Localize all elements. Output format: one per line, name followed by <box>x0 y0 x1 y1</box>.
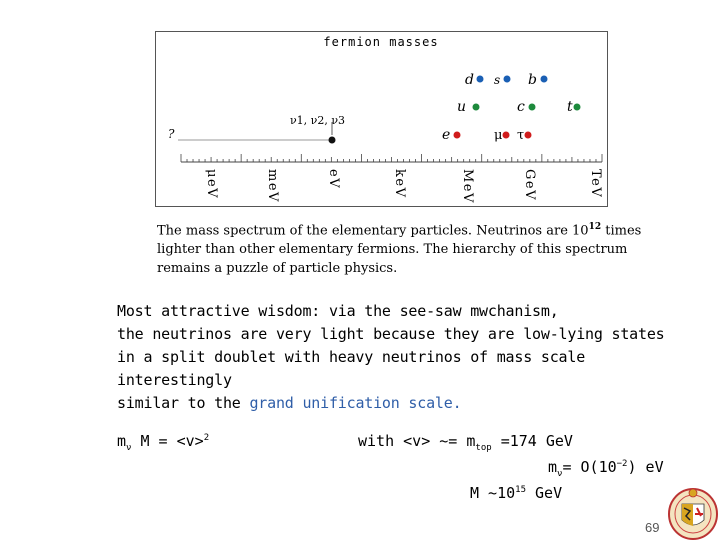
eq-nu-sub: ν <box>126 443 132 453</box>
eq-with-rest: =174 GeV <box>491 432 573 450</box>
fermion-mass-figure <box>155 31 608 207</box>
label-mu: μ <box>494 128 503 143</box>
label-b: b <box>528 72 537 88</box>
figure-title: fermion masses <box>323 35 439 49</box>
label-s: s <box>494 73 501 87</box>
label-unknown: ? <box>168 127 175 141</box>
seesaw-equation <box>117 432 209 453</box>
eq-exp: 2 <box>203 433 210 443</box>
dot-c <box>529 104 536 111</box>
label-t: t <box>567 99 573 115</box>
gut-scale-term: grand unification scale. <box>249 394 462 412</box>
label-neutrinos: ν1, ν2, ν3 <box>290 114 346 127</box>
eq-top-sub: top <box>475 443 492 453</box>
caption-exponent: 12 <box>588 222 602 232</box>
page-number: 69 <box>645 520 660 535</box>
eq-mnu-rest: = O(10 <box>562 458 617 476</box>
eq-mnu: m <box>548 458 558 476</box>
eq-M-exp: 15 <box>515 485 526 495</box>
label-d: d <box>465 72 474 88</box>
eq-m: m <box>117 432 127 450</box>
label-c: c <box>517 99 525 115</box>
mass-scale-labels <box>204 169 603 204</box>
body-line-2: the neutrinos are very light because they are low-lying states <box>117 325 665 343</box>
dot-neutrino <box>329 137 336 144</box>
label-u: u <box>457 99 467 115</box>
heavy-mass-equation <box>470 484 562 502</box>
figure-caption <box>157 218 657 278</box>
scale-label: TeV <box>588 169 603 199</box>
scale-label: MeV <box>460 169 475 204</box>
dot-b <box>541 76 548 83</box>
eq-M-end: GeV <box>526 484 563 502</box>
mass-axis <box>181 154 602 162</box>
eq-mnu-end: ) eV <box>627 458 664 476</box>
body-line-4 <box>117 392 697 415</box>
eq-M: M ~10 <box>470 484 516 502</box>
scale-label: keV <box>392 169 407 199</box>
dot-s <box>504 76 511 83</box>
eq-mnu-sub: ν <box>557 469 563 479</box>
scale-label: meV <box>265 169 280 203</box>
dot-tau <box>525 132 532 139</box>
dot-mu <box>503 132 510 139</box>
eq-mnu-exp: −2 <box>616 459 628 469</box>
dot-d <box>477 76 484 83</box>
scale-label: GeV <box>522 169 537 201</box>
body-paragraph <box>117 300 697 415</box>
scale-label: μeV <box>204 169 219 200</box>
neutrino-mass-equation <box>548 458 664 479</box>
dot-e <box>454 132 461 139</box>
university-seal-logo <box>668 484 718 540</box>
dot-u <box>473 104 480 111</box>
eq-with: with <v> ~= m <box>358 432 476 450</box>
body-line-3: in a split doublet with heavy neutrinos of mass scale interestingly <box>117 348 586 389</box>
body-line-1: Most attractive wisdom: via the see-saw mwchanism, <box>117 302 559 320</box>
caption-text-1: The mass spectrum of the elementary particles. Neutrinos are 10 <box>157 223 589 239</box>
label-e: e <box>442 127 451 143</box>
label-tau: τ <box>517 128 525 143</box>
vev-equation <box>358 432 573 453</box>
scale-label: eV <box>326 169 341 190</box>
eq-rest: M = <v> <box>131 432 204 450</box>
body-line-4-start: similar to the <box>117 394 250 412</box>
fermion-mass-chart <box>156 32 607 206</box>
caption-text-2: times lighter than other elementary fermions. The hierarchy of this spectrum remains a puzzle of particle physics. <box>157 223 642 277</box>
dot-t <box>574 104 581 111</box>
